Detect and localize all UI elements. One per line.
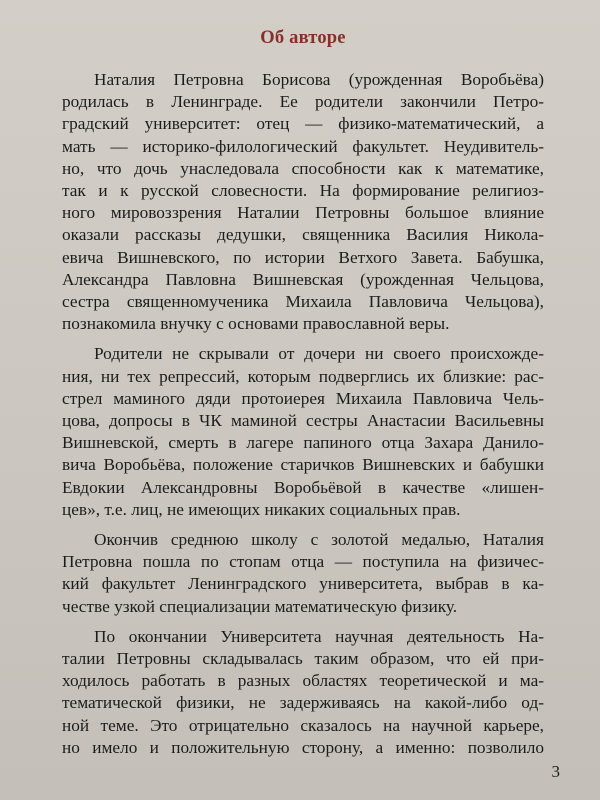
- text-line: родилась в Ленинграде. Ее родители закончили Петро-: [62, 92, 544, 112]
- text-line: но имело и положительную сторону, а именно: позволило: [62, 737, 544, 757]
- body-text: [62, 69, 544, 759]
- text-line: оказали рассказы дедушки, священника Василия Никола-: [62, 225, 544, 245]
- text-line: но, что дочь унаследовала способности как к математике,: [62, 158, 544, 178]
- page-title: Об авторе: [260, 28, 346, 48]
- text-line: тематической физики, не задерживаясь на какой-либо од-: [62, 693, 544, 713]
- page-number: 3: [551, 762, 560, 781]
- paragraph: [62, 69, 544, 335]
- text-line: По окончании Университета научная деятельность На-: [94, 626, 544, 646]
- text-line: сестра священномученика Михаила Павловича Чельцова),: [62, 292, 544, 312]
- paragraph: [62, 343, 544, 521]
- text-line: вича Воробьёва, положение старичков Вишневских и бабушки: [62, 455, 544, 475]
- paragraph: [62, 626, 544, 759]
- text-line: Окончив среднюю школу с золотой медалью, Наталия: [94, 530, 544, 550]
- text-line: так и к русской словесности. На формирование религиоз-: [62, 181, 544, 201]
- text-line: Александра Павловна Вишневская (урожденная Чельцова,: [62, 269, 544, 289]
- text-line: цев», т.е. лиц, не имеющих никаких социальных прав.: [62, 499, 461, 519]
- text-line: ного мировоззрения Наталии Петровны большое влияние: [62, 203, 544, 223]
- text-line: градский университет: отец — физико-математический, а: [62, 114, 544, 134]
- text-line: ной теме. Это отрицательно сказалось на научной карьере,: [62, 715, 544, 735]
- text-line: Петровна пошла по стопам отца — поступила на физичес-: [62, 552, 544, 572]
- paragraph: [62, 529, 544, 618]
- text-line: Родители не скрывали от дочери ни своего происхожде-: [94, 344, 544, 364]
- text-line: Вишневской, смерть в лагере папиного отца Захара Данило-: [62, 433, 544, 453]
- text-line: евича Вишневского, по истории Ветхого Завета. Бабушка,: [62, 247, 544, 267]
- text-line: ходилось работать в разных областях теоретической и ма-: [62, 671, 544, 691]
- text-line: мать — историко-филологический факультет. Неудивитель-: [62, 136, 544, 156]
- text-line: познакомила внучку с основами православной веры.: [62, 314, 450, 334]
- text-line: честве узкой специализации математическую физику.: [62, 596, 458, 616]
- text-line: Наталия Петровна Борисова (урожденная Воробьёва): [94, 70, 544, 89]
- text-line: кий факультет Ленинградского университета, выбрав в ка-: [62, 574, 544, 594]
- text-line: Евдокии Александровны Воробьёвой в качестве «лишен-: [62, 477, 544, 497]
- text-line: талии Петровны складывалась таким образом, что ей при-: [62, 649, 544, 669]
- text-line: ния, ни тех репрессий, которым подверглись их близкие: рас-: [62, 366, 544, 386]
- text-line: стрел маминого дяди протоиерея Михаила Павловича Чель-: [62, 388, 544, 408]
- text-line: цова, допросы в ЧК маминой сестры Анастасии Васильевны: [62, 411, 544, 431]
